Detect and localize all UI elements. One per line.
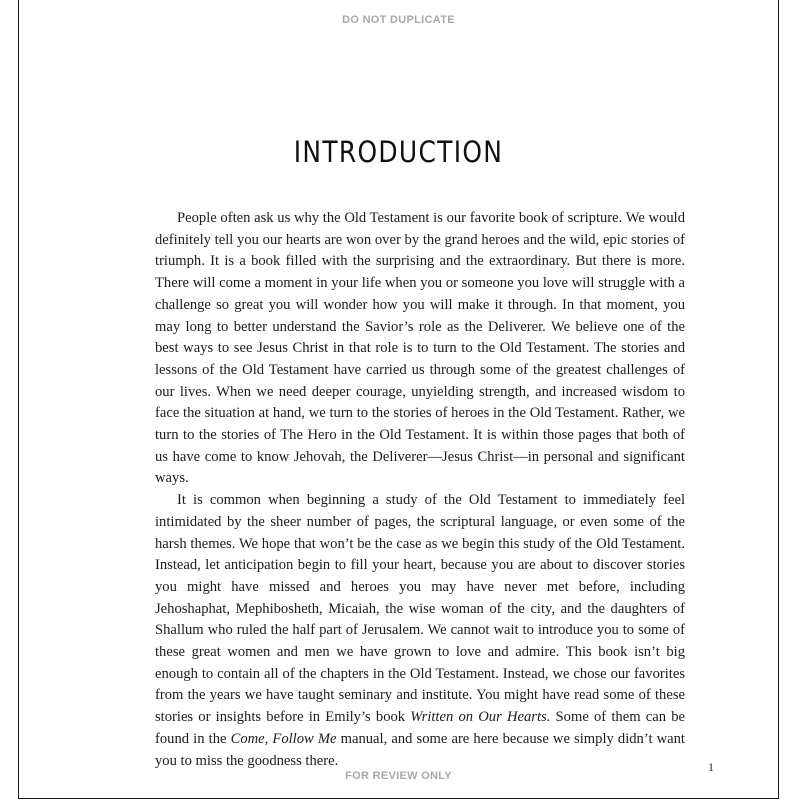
paragraph-2 (155, 490, 685, 772)
chapter-title: INTRODUCTION (293, 135, 504, 169)
paragraph-1 (155, 208, 685, 490)
manual-title-reference: Come, Follow Me (230, 730, 337, 747)
paragraph-segment: manual, and some are here because we simply didn’t want you to miss the goodness there. (155, 730, 685, 769)
paragraph-segment: It is common when beginning a study of the Old Testament to immediately feel intimidated by the sheer number of pages, the scriptural language, or even some of the harsh themes. We hope that won’t be the case as we begin this study of the Old Testament. Instead, let anticipation begin to fill your heart, because you are about to discover stories you might have missed and heroes you may have never met before, including Jehoshaphat, Mephibosheth, Micaiah, the wise woman of the city, and the daughters of Shallum who ruled the half part of Jerusalem. We cannot wait to introduce you to some of these great women and men we have grown to love and admire. This book isn’t big enough to contain all of the chapters in the Old Testament. Instead, we chose our favorites from the years we have taught seminary and institute. You might have read some of these stories or insights before in Emily’s book (155, 492, 685, 726)
watermark-bottom: FOR REVIEW ONLY (345, 770, 452, 782)
book-page (18, 0, 779, 799)
body-text (155, 208, 685, 772)
book-title-reference: Written on Our Hearts. (410, 709, 551, 726)
watermark-top: DO NOT DUPLICATE (342, 14, 455, 26)
paragraph-segment: People often ask us why the Old Testament is our favorite book of scripture. We would definitely tell you our hearts are won over by the grand heroes and the wild, epic stories of triumph. It is a book filled with the surprising and the extraordinary. But there is more. There will come a moment in your life when you or someone you love will struggle with a challenge so great you will wonder how you will make it through. In that moment, you may long to better understand the Savior’s role as the Deliverer. We believe one of the best ways to see Jesus Christ in that role is to turn to the Old Testament. The stories and lessons of the Old Testament have carried us through some of the greatest challenges of our lives. When we need deeper courage, unyielding strength, and increased wisdom to face the situation at hand, we turn to the stories of heroes in the Old Testament. Rather, we turn to the stories of The Hero in the Old Testament. It is within those pages that both of us have come to know Jehovah, the Deliverer—Jesus Christ—in personal and significant ways. (155, 210, 685, 487)
page-number: 1 (708, 760, 714, 774)
paragraph-segment: Some of them can be found in the (155, 709, 685, 747)
